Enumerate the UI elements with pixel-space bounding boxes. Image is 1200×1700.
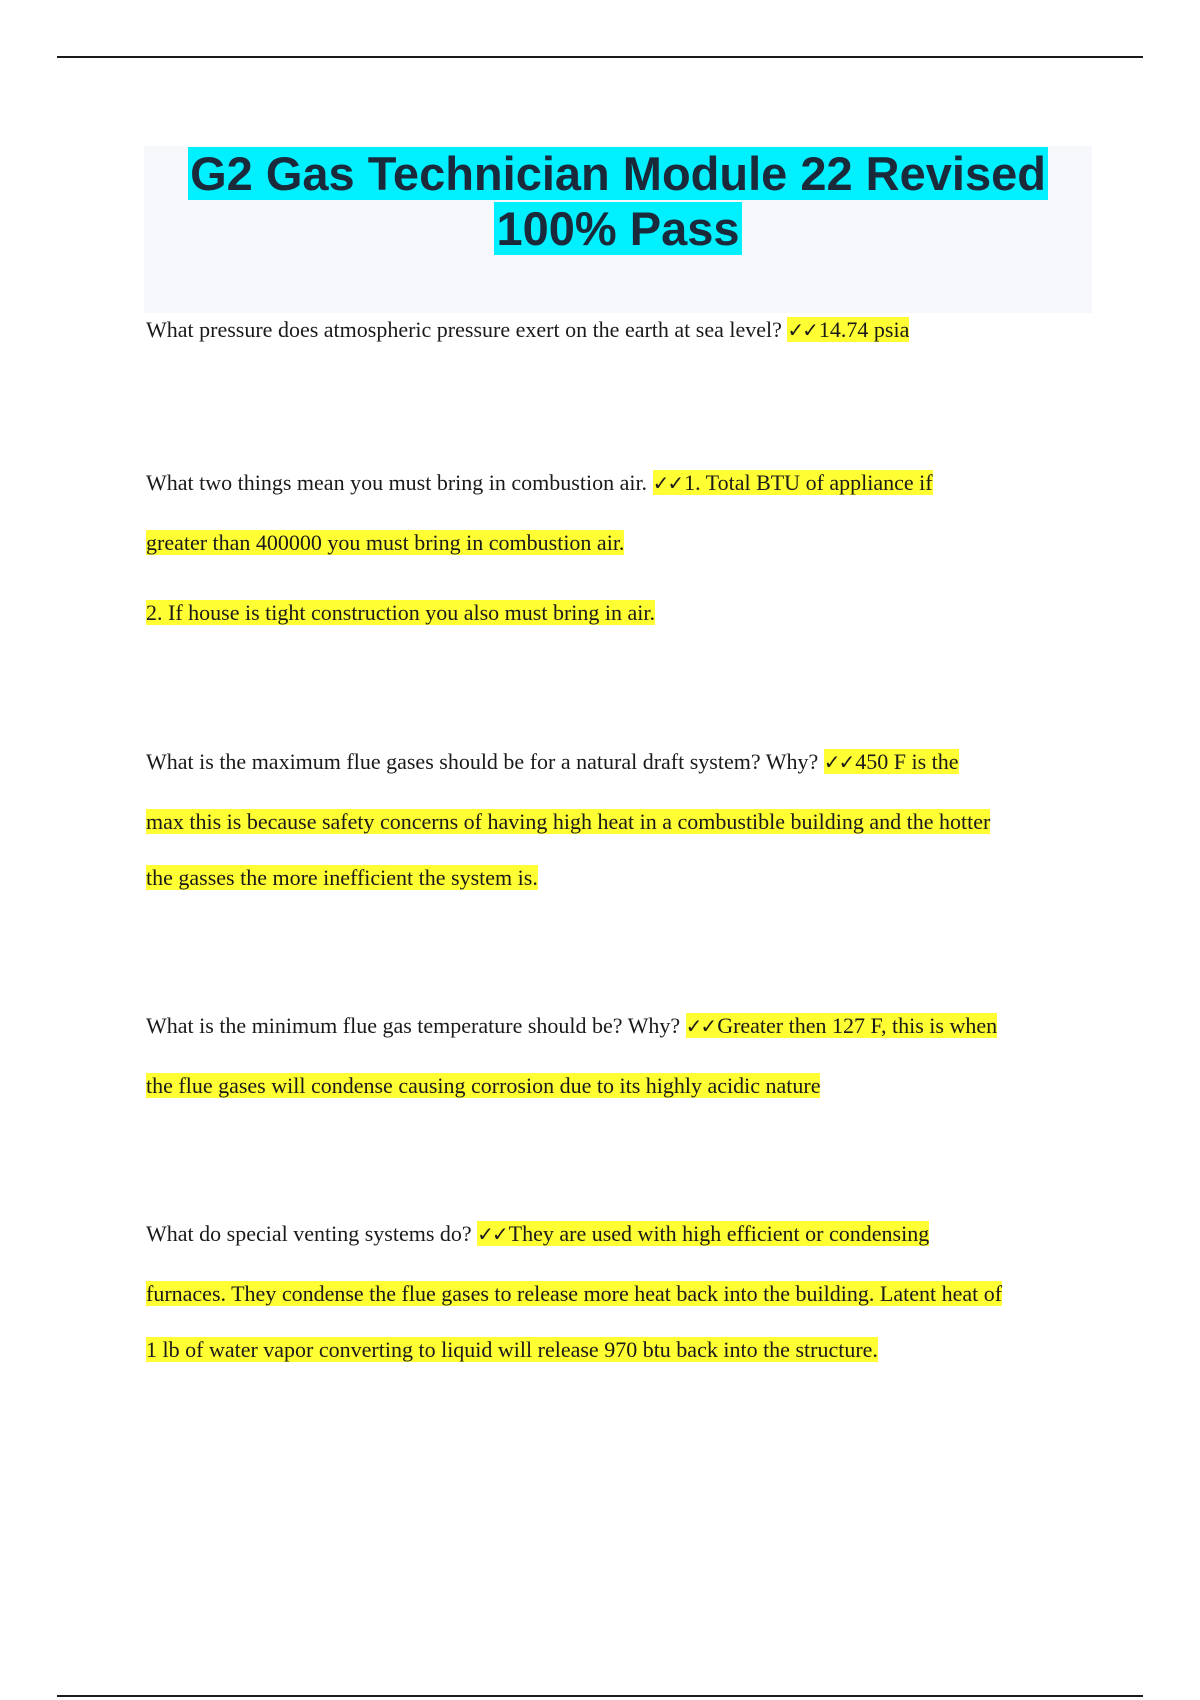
- document-title: [144, 146, 1092, 256]
- answer-text: They are used with high efficient or condensing: [508, 1221, 930, 1246]
- answer-text: furnaces. They condense the flue gases to release more heat back into the building. Latent heat of: [146, 1281, 1003, 1306]
- title-line-2: 100% Pass: [496, 202, 740, 255]
- answer-text: 450 F is the: [855, 749, 959, 774]
- qa-line: [146, 315, 1096, 345]
- question-text: What is the minimum flue gas temperature should be? Why?: [146, 1013, 681, 1038]
- top-rule: [57, 56, 1143, 58]
- qa-line: [146, 1279, 1096, 1309]
- qa-line: [146, 1219, 1096, 1249]
- answer-text: Greater then 127 F, this is when: [717, 1013, 998, 1038]
- qa-item-4: [146, 1011, 1096, 1101]
- qa-item-3: [146, 747, 1096, 893]
- answer-highlight: [653, 470, 933, 495]
- question-text: What pressure does atmospheric pressure exert on the earth at sea level?: [146, 317, 782, 342]
- answer-highlight: [686, 1013, 997, 1038]
- answer-text: 2. If house is tight construction you also must bring in air.: [146, 600, 656, 625]
- answer-text: 1 lb of water vapor converting to liquid will release 970 btu back into the structure.: [146, 1337, 878, 1362]
- question-text: What is the maximum flue gases should be for a natural draft system? Why?: [146, 749, 819, 774]
- answer-text: greater than 400000 you must bring in combustion air.: [146, 530, 625, 555]
- qa-line: [146, 747, 1096, 777]
- double-check-icon: ✓✓: [685, 1014, 716, 1038]
- double-check-icon: ✓✓: [787, 318, 817, 342]
- qa-line: [146, 598, 1096, 628]
- double-check-icon: ✓✓: [823, 750, 854, 774]
- qa-line: [146, 1335, 1096, 1365]
- qa-item-1: [146, 315, 1096, 345]
- double-check-icon: ✓✓: [652, 471, 683, 495]
- qa-item-2: [146, 468, 1096, 628]
- bottom-rule: [57, 1695, 1143, 1697]
- question-text: What two things mean you must bring in combustion air.: [146, 470, 648, 495]
- qa-line: [146, 1011, 1096, 1041]
- qa-line: [146, 468, 1096, 498]
- answer-highlight: [477, 1221, 929, 1246]
- qa-line: [146, 863, 1096, 893]
- qa-line: [146, 807, 1096, 837]
- answer-text: the flue gases will condense causing corrosion due to its highly acidic nature: [146, 1073, 821, 1098]
- title-block: [144, 146, 1092, 313]
- answer-text: 14.74 psia: [818, 317, 910, 342]
- question-text: What do special venting systems do?: [146, 1221, 472, 1246]
- title-line-1: G2 Gas Technician Module 22 Revised: [190, 147, 1046, 200]
- answer-highlight: [824, 749, 959, 774]
- answer-text: max this is because safety concerns of having high heat in a combustible building and the hotter: [146, 809, 991, 834]
- double-check-icon: ✓✓: [477, 1222, 507, 1246]
- answer-highlight: [787, 317, 909, 342]
- qa-item-5: [146, 1219, 1096, 1365]
- qa-line: [146, 528, 1096, 558]
- answer-text: 1. Total BTU of appliance if: [684, 470, 933, 495]
- qa-line: [146, 1071, 1096, 1101]
- answer-text: the gasses the more inefficient the system is.: [146, 865, 538, 890]
